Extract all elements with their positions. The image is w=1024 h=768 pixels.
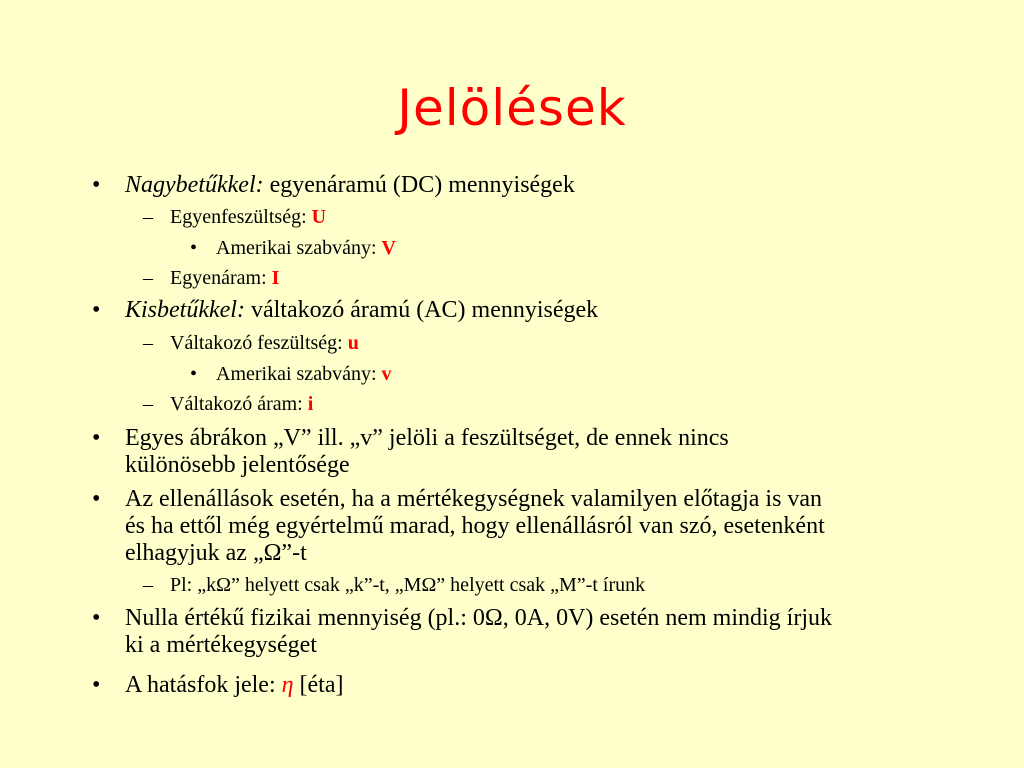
- symbol-V: V: [381, 237, 396, 259]
- slide-title: Jelölések: [397, 79, 627, 137]
- bullet-marker: •: [92, 425, 101, 451]
- item-text: Amerikai szabvány:: [216, 363, 382, 385]
- list-item-dc-current: [170, 266, 279, 290]
- list-item-dc-voltage: [170, 205, 326, 229]
- item-text-line: Egyes ábrákon „V” ill. „v” jelöli a feszültséget, de ennek nincs: [125, 425, 729, 451]
- symbol-i: i: [307, 393, 314, 415]
- item-text: Egyenfeszültség:: [170, 206, 312, 228]
- bullet-marker: •: [92, 172, 101, 198]
- list-item-resistance-note-cont: [125, 512, 825, 540]
- item-text-line: ki a mértékegységet: [125, 632, 317, 658]
- item-text: Egyenáram:: [170, 267, 272, 289]
- item-text: Váltakozó áram:: [170, 393, 308, 415]
- item-text-line: különösebb jelentősége: [125, 452, 350, 478]
- list-item-resistance-note: [125, 485, 822, 513]
- list-item-ac-current: [170, 392, 313, 416]
- bullet-marker: •: [190, 363, 198, 385]
- list-item-us-standard-V: [216, 236, 396, 260]
- list-item-ac-quantities: [125, 296, 598, 324]
- list-item-efficiency-symbol: [125, 671, 344, 699]
- bullet-marker: •: [92, 605, 101, 631]
- item-text: Váltakozó feszültség:: [170, 332, 348, 354]
- label-lowercase: Kisbetűkkel:: [125, 297, 245, 323]
- list-item-us-standard-v: [216, 362, 392, 386]
- item-text: A hatásfok jele:: [125, 672, 282, 698]
- bullet-marker: •: [92, 672, 101, 698]
- symbol-eta: η: [281, 672, 294, 698]
- bullet-marker: •: [92, 297, 101, 323]
- list-item-resistance-note-cont: [125, 539, 307, 567]
- item-text: Amerikai szabvány:: [216, 237, 382, 259]
- dash-marker: –: [143, 332, 153, 354]
- list-item-dc-quantities: [125, 171, 575, 199]
- list-item-resistance-example: [170, 573, 645, 597]
- item-text: Pl: „kΩ” helyett csak „k”-t, „MΩ” helyett csak „M”-t írunk: [170, 574, 646, 596]
- item-text-line: elhagyjuk az „Ω”-t: [125, 540, 307, 566]
- dash-marker: –: [143, 267, 153, 289]
- item-text: [éta]: [293, 672, 344, 698]
- list-item-zero-value-note-cont: [125, 631, 317, 659]
- symbol-u: u: [347, 332, 359, 354]
- list-item-ac-voltage: [170, 331, 359, 355]
- symbol-v: v: [381, 363, 392, 385]
- list-item-figures-note: [125, 424, 729, 452]
- bullet-marker: •: [92, 486, 101, 512]
- item-text-line: és ha ettől még egyértelmű marad, hogy ellenállásról van szó, esetenként: [125, 513, 825, 539]
- label-uppercase: Nagybetűkkel:: [125, 172, 264, 198]
- symbol-U: U: [311, 206, 327, 228]
- item-text-line: Nulla értékű fizikai mennyiség (pl.: 0Ω, 0A, 0V) esetén nem mindig írjuk: [125, 605, 833, 631]
- dash-marker: –: [143, 206, 153, 228]
- item-text: váltakozó áramú (AC) mennyiségek: [244, 297, 599, 323]
- item-text-line: Az ellenállások esetén, ha a mértékegységnek valamilyen előtagja is van: [125, 486, 823, 512]
- symbol-I: I: [271, 267, 280, 289]
- list-item-figures-note-cont: [125, 451, 350, 479]
- bullet-marker: •: [190, 237, 198, 259]
- dash-marker: –: [143, 574, 153, 596]
- item-text: egyenáramú (DC) mennyiségek: [263, 172, 575, 198]
- dash-marker: –: [143, 393, 153, 415]
- list-item-zero-value-note: [125, 604, 832, 632]
